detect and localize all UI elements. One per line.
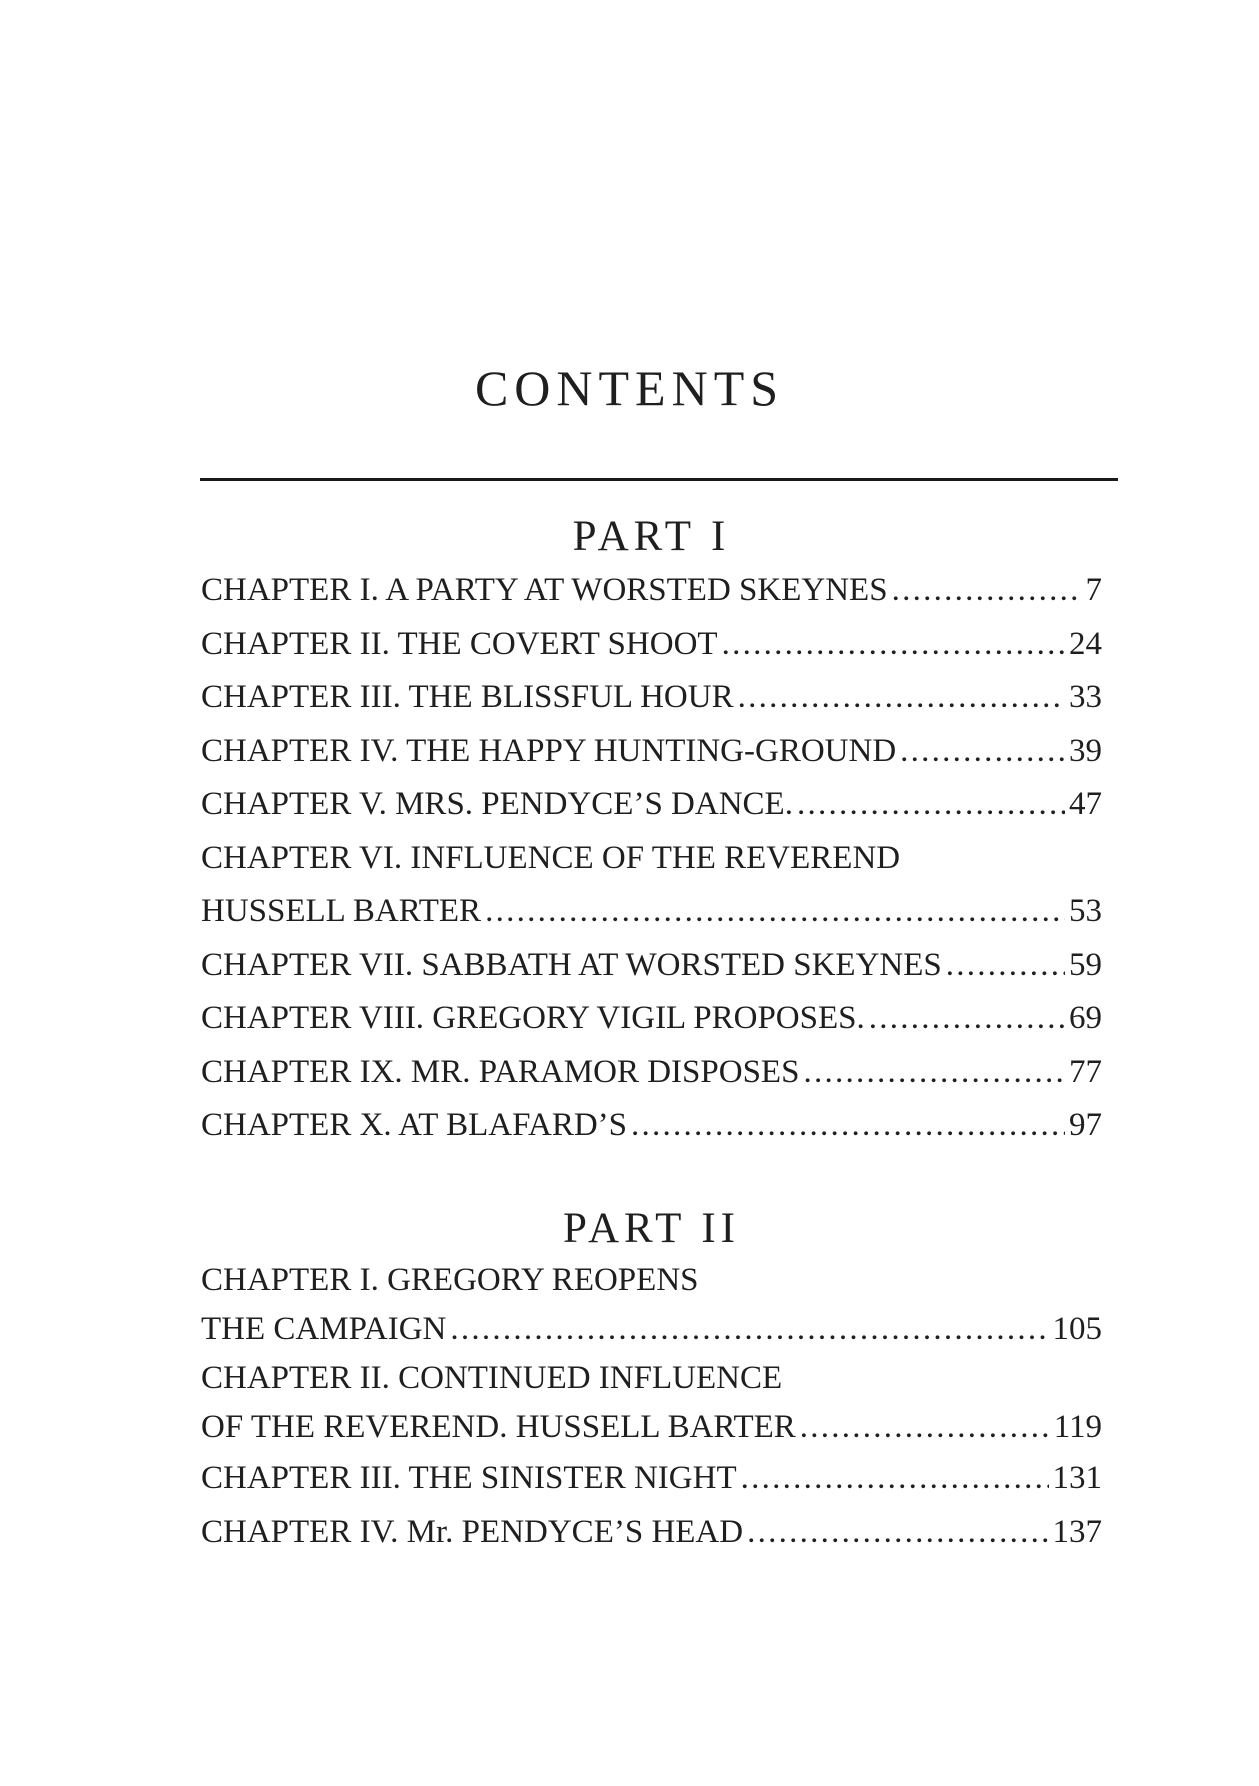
dot-leader — [892, 564, 1082, 618]
part-heading: PART I — [572, 513, 731, 560]
chapter-title: CHAPTER II. CONTINUED INFLUENCE — [201, 1360, 783, 1396]
page-number: 119 — [1053, 1409, 1102, 1445]
chapter-title: CHAPTER III. THE BLISSFUL HOUR — [201, 679, 734, 715]
page-number: 137 — [1052, 1513, 1102, 1550]
chapter-title: CHAPTER III. THE SINISTER NIGHT — [201, 1460, 737, 1496]
dot-leader — [803, 1046, 1065, 1100]
dot-leader — [800, 1403, 1050, 1452]
chapter-title: CHAPTER VII. SABBATH AT WORSTED SKEYNES — [201, 946, 942, 983]
page-number: 39 — [1069, 732, 1102, 769]
dot-leader — [722, 618, 1065, 672]
dot-leader — [797, 778, 1065, 832]
chapter-title: CHAPTER V. MRS. PENDYCE’S DANCE. — [201, 786, 793, 822]
toc-entry[interactable] — [201, 1506, 1102, 1560]
part-section — [201, 1202, 1102, 1559]
chapter-title: CHAPTER I. GREGORY REOPENS — [201, 1262, 699, 1298]
part-section — [201, 510, 1102, 1153]
page-title: CONTENTS — [474, 360, 785, 416]
dot-leader — [741, 1452, 1049, 1506]
dot-leader — [450, 1305, 1048, 1354]
dot-leader — [900, 725, 1065, 779]
dot-leader — [485, 885, 1065, 939]
toc-entry[interactable] — [201, 1354, 1102, 1452]
toc-entry[interactable] — [201, 671, 1102, 725]
toc-entry[interactable] — [201, 1452, 1102, 1506]
page-number: 77 — [1069, 1053, 1102, 1090]
chapter-title: CHAPTER II. THE COVERT SHOOT — [201, 625, 718, 662]
chapter-title: CHAPTER X. AT BLAFARD’S — [201, 1107, 628, 1143]
page-number: 53 — [1069, 893, 1102, 929]
page-number: 97 — [1069, 1107, 1102, 1143]
toc-entry[interactable] — [201, 725, 1102, 779]
dot-leader — [738, 671, 1065, 725]
dot-leader — [747, 1506, 1048, 1560]
dot-leader — [631, 1099, 1065, 1153]
chapter-title: CHAPTER VIII. GREGORY VIGIL PROPOSES. — [201, 1000, 865, 1036]
page-number: 69 — [1069, 1000, 1102, 1036]
page-number: 105 — [1052, 1311, 1102, 1347]
toc-entry[interactable] — [201, 939, 1102, 993]
toc-entry[interactable] — [201, 618, 1102, 672]
toc-entry[interactable] — [201, 564, 1102, 618]
toc-entry[interactable] — [201, 832, 1102, 939]
toc-entry[interactable] — [201, 1099, 1102, 1153]
dot-leader — [946, 939, 1065, 993]
chapter-title-continued: HUSSELL BARTER — [201, 893, 482, 929]
title-divider — [200, 478, 1118, 481]
page-number: 59 — [1069, 946, 1102, 983]
chapter-title: CHAPTER IV. Mr. PENDYCE’S HEAD — [201, 1513, 744, 1550]
toc-entry[interactable] — [201, 992, 1102, 1046]
part-heading: PART II — [563, 1205, 740, 1252]
chapter-title: CHAPTER VI. INFLUENCE OF THE REVEREND — [201, 839, 901, 876]
toc-entry[interactable] — [201, 1046, 1102, 1100]
page-number: 33 — [1069, 679, 1102, 715]
chapter-title-continued: THE CAMPAIGN — [201, 1311, 447, 1347]
chapter-title: CHAPTER I. A PARTY AT WORSTED SKEYNES — [201, 572, 888, 608]
page-number: 47 — [1069, 786, 1102, 822]
chapter-title-continued: OF THE REVEREND. HUSSELL BARTER — [201, 1409, 796, 1445]
toc-entry[interactable] — [201, 1256, 1102, 1354]
page-number: 7 — [1085, 572, 1102, 608]
dot-leader — [869, 992, 1065, 1046]
toc-entry[interactable] — [201, 778, 1102, 832]
page-number: 24 — [1069, 625, 1102, 662]
chapter-title: CHAPTER IV. THE HAPPY HUNTING-GROUND — [201, 732, 897, 769]
chapter-title: CHAPTER IX. MR. PARAMOR DISPOSES — [201, 1053, 800, 1090]
page-number: 131 — [1052, 1460, 1102, 1496]
